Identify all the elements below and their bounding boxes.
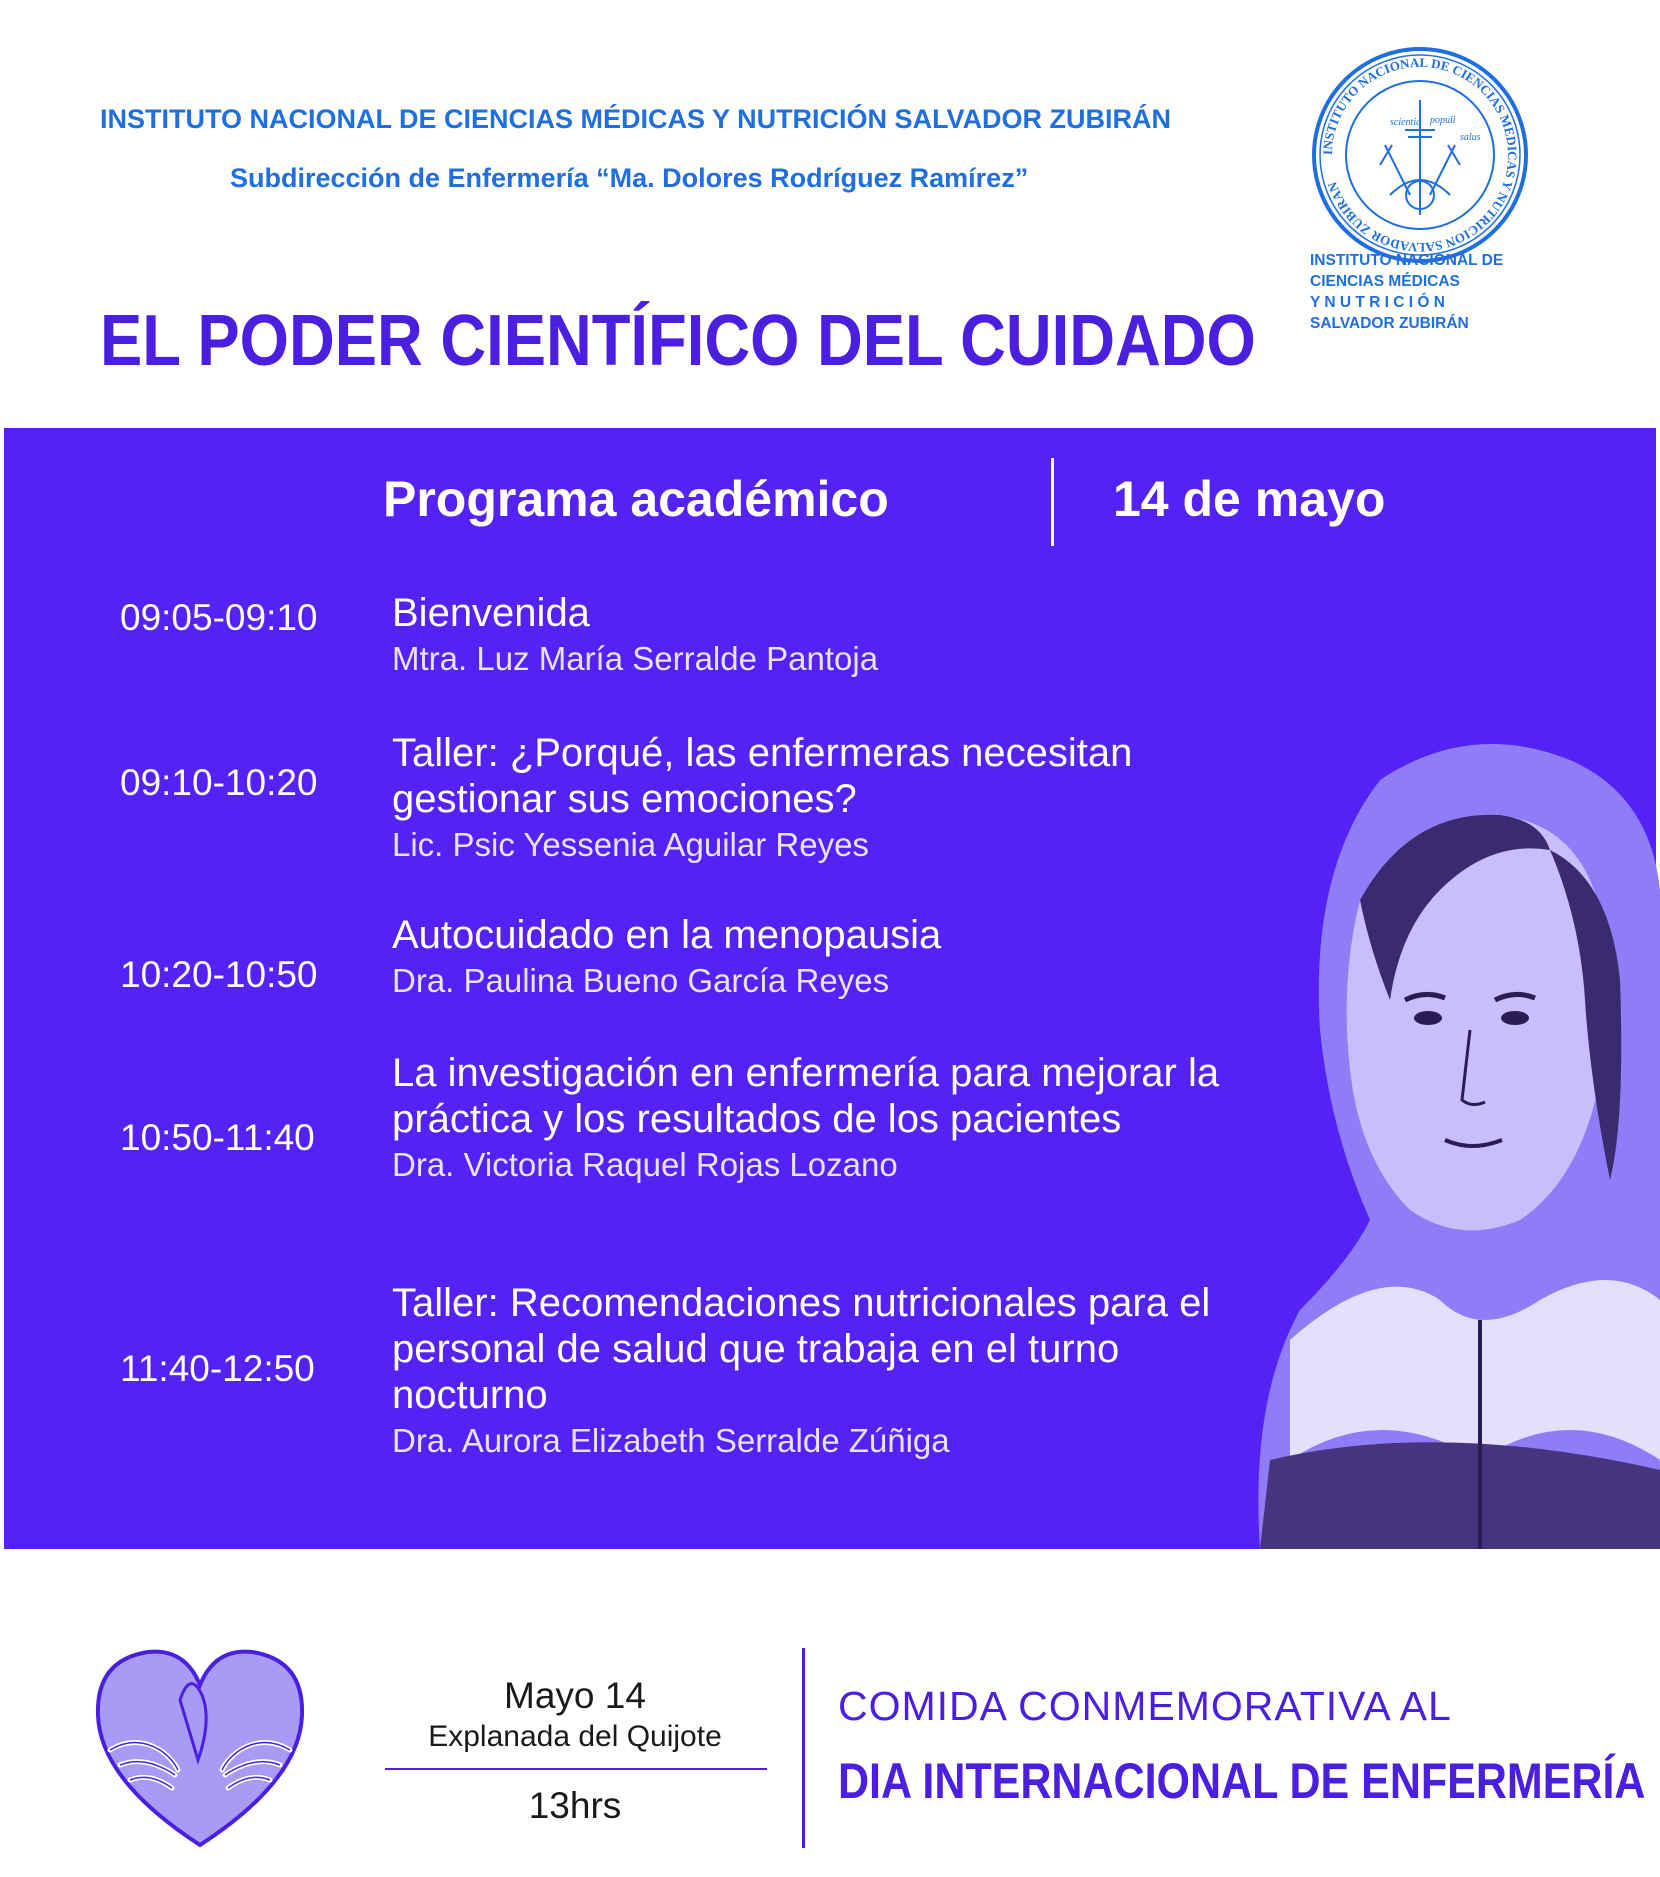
footer-vertical-divider xyxy=(802,1648,805,1848)
program-date: 14 de mayo xyxy=(1113,471,1386,527)
schedule-item xyxy=(392,730,1272,868)
seal-caption-line-3: Y N U T R I C I Ó N xyxy=(1310,294,1445,311)
footer-time: 13hrs xyxy=(528,1785,622,1826)
seal-caption-line-4: SALVADOR ZUBIRÁN xyxy=(1310,315,1469,332)
institution-seal-icon xyxy=(1310,45,1530,265)
talk-speaker: Dra. Paulina Bueno García Reyes xyxy=(392,962,890,999)
schedule-item xyxy=(392,1050,1272,1188)
program-header-divider xyxy=(1051,458,1054,546)
seal-caption-line-1: INSTITUTO NACIONAL DE xyxy=(1310,252,1504,269)
talk-title: Bienvenida xyxy=(392,591,590,635)
seal-caption xyxy=(1310,250,1530,334)
talk-speaker: Lic. Psic Yessenia Aguilar Reyes xyxy=(392,826,869,863)
talk-speaker: Dra. Victoria Raquel Rojas Lozano xyxy=(392,1146,898,1183)
seal-ring-text: INSTITUTO NACIONAL DE CIENCIAS MEDICAS Y NUTRICION SALVADOR ZUBIRAN xyxy=(1319,54,1521,256)
seal-caption-line-2: CIENCIAS MÉDICAS xyxy=(1310,273,1460,290)
page-title: EL PODER CIENTÍFICO DEL CUIDADO xyxy=(100,301,1256,381)
talk-title: Taller: ¿Porqué, las enfermeras necesitan gestionar sus emociones? xyxy=(392,731,1133,821)
footer-place: Explanada del Quijote xyxy=(428,1720,722,1753)
talk-speaker: Mtra. Luz María Serralde Pantoja xyxy=(392,640,879,677)
schedule-item xyxy=(392,1280,1272,1464)
schedule-item xyxy=(392,912,1272,1004)
event-name-line-2: DIA INTERNACIONAL DE ENFERMERÍA xyxy=(838,1753,1646,1809)
institution-name: INSTITUTO NACIONAL DE CIENCIAS MÉDICAS Y NUTRICIÓN SALVADOR ZUBIRÁN xyxy=(100,104,1172,134)
schedule-time: 11:40-12:50 xyxy=(120,1348,315,1389)
talk-title: La investigación en enfermería para mejorar la práctica y los resultados de los pacientes xyxy=(392,1051,1220,1141)
schedule-item xyxy=(392,590,1272,682)
talk-title: Taller: Recomendaciones nutricionales para el personal de salud que trabaja en el turno nocturno xyxy=(392,1281,1211,1417)
program-title: Programa académico xyxy=(383,471,889,527)
seal-word-2: populi xyxy=(1430,115,1456,126)
talk-speaker: Dra. Aurora Elizabeth Serralde Zúñiga xyxy=(392,1422,950,1459)
seal-word-1: scientia xyxy=(1390,117,1422,128)
footer-date: Mayo 14 xyxy=(504,1675,646,1716)
nurse-portrait-illustration xyxy=(1240,700,1660,1549)
schedule-time: 09:05-09:10 xyxy=(120,597,318,638)
heart-hands-icon xyxy=(90,1640,310,1850)
event-name-line-1: COMIDA CONMEMORATIVA AL xyxy=(838,1683,1452,1729)
subdirection-name: Subdirección de Enfermería “Ma. Dolores Rodríguez Ramírez” xyxy=(230,163,1029,193)
schedule-time: 10:20-10:50 xyxy=(120,954,318,995)
footer-separator xyxy=(385,1768,767,1770)
seal-word-3: salus xyxy=(1460,132,1481,143)
schedule-time: 10:50-11:40 xyxy=(120,1117,315,1158)
talk-title: Autocuidado en la menopausia xyxy=(392,913,942,957)
schedule-time: 09:10-10:20 xyxy=(120,762,318,803)
